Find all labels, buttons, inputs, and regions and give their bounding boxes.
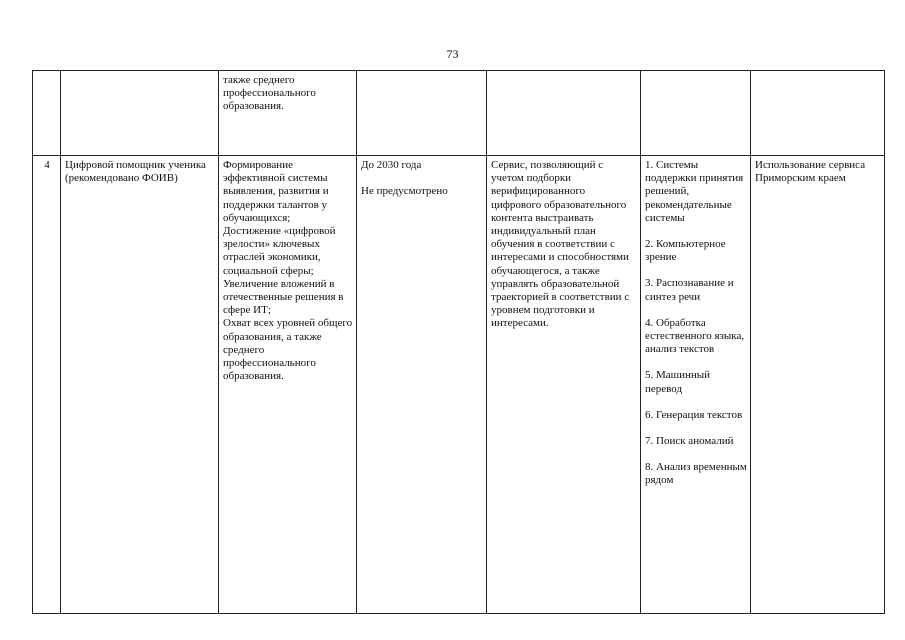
row-number: 4 [33,156,61,614]
goal-item: Увеличение вложений в отечественные решения в сфере ИТ; [223,277,344,317]
cell-name-empty [61,71,219,156]
cell-deadline-empty [357,71,487,156]
funding-text: Не предусмотрено [361,185,448,198]
page-number: 73 [446,47,459,61]
technology-item: 7. Поиск аномалий [645,435,734,448]
project-technologies [641,156,751,614]
technology-item: 2. Компьютерное зрение [645,238,726,264]
technology-item: 4. Обработка естественного языка, анализ текстов [645,316,745,356]
goal-item: Формирование эффективной системы выявления, развития и поддержки талантов у обучающихся; [223,159,329,224]
deadline-text: До 2030 года [361,159,422,171]
technology-item: 1. Системы поддержки принятия решений, рекомендательные системы [645,159,744,224]
cell-technologies-empty [641,71,751,156]
cell-description-empty [487,71,641,156]
project-description: Сервис, позволяющий с учетом подборки верифицированного цифрового образовательного контента выстраивать индивидуальный план обучения в соответствии с интересами и способностями обучающегося, а также управлять образовательной траекторией в соответствии с уровнем подготовки и интересами. [487,156,641,614]
project-usage: Использование сервиса Приморским краем [751,156,885,614]
cell-number-empty [33,71,61,156]
project-timing [357,156,487,614]
project-goals [219,156,357,614]
cell-usage-empty [751,71,885,156]
technology-item: 5. Машинный перевод [645,369,711,395]
goals-continuation-text: также среднего профессионального образования. [223,74,316,113]
technology-item: 8. Анализ временным рядом [645,461,747,487]
goal-item: Достижение «цифровой зрелости» ключевых отраслей экономики, социальной сферы; [223,225,336,277]
table-row [33,156,885,614]
technology-item: 3. Распознавание и синтез речи [645,277,734,303]
initiatives-table [32,70,885,614]
technology-item: 6. Генерация текстов [645,408,743,421]
goal-item: Охват всех уровней общего образования, а также среднего профессионального образования. [223,317,353,383]
table-row-continuation [33,71,885,156]
cell-goals-continuation [219,71,357,156]
project-name: Цифровой помощник ученика (рекомендовано ФОИВ) [61,156,219,614]
